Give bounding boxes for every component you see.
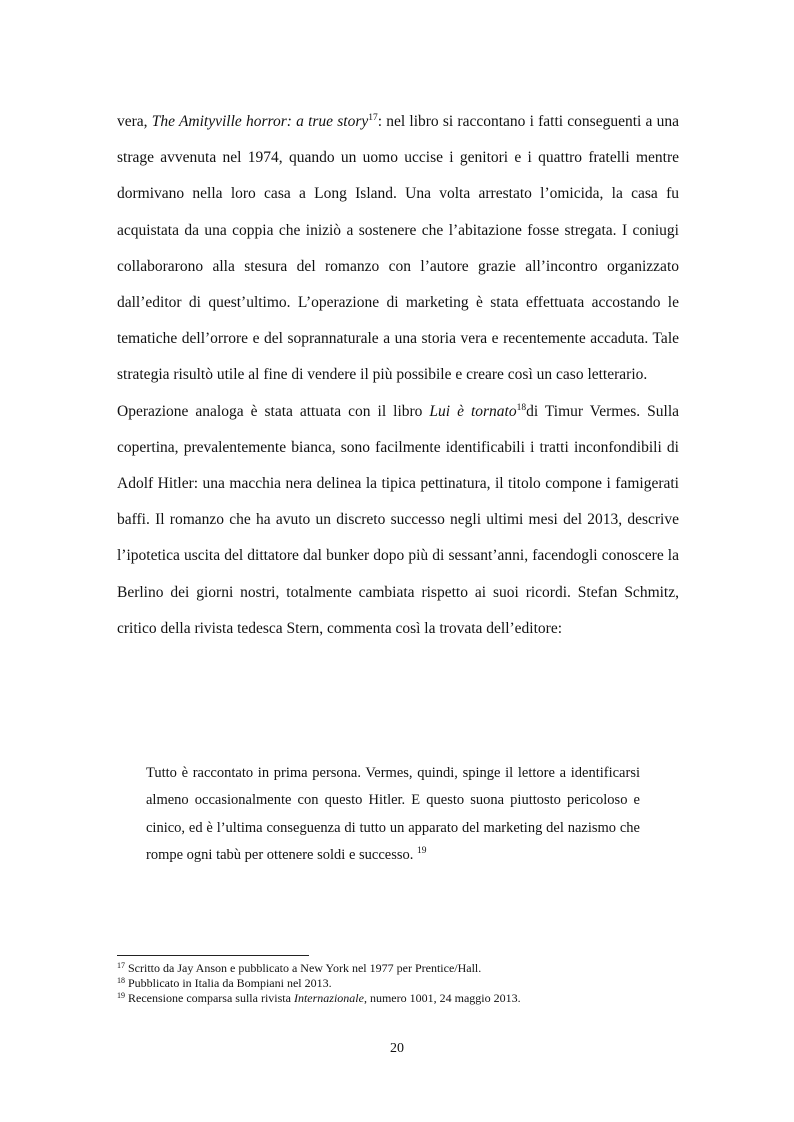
book-title-lui-e-tornato: Lui è tornato [429,402,517,420]
footnote-ref-17[interactable]: 17 [368,113,378,123]
footnotes [117,961,679,1006]
footnote-18 [117,976,679,991]
quote-text: Tutto è raccontato in prima persona. Vermes, quindi, spinge il lettore a identificarsi almeno occasionalmente con questo Hitler. E questo suona piuttosto pericoloso e cinico, ed è l’ultima conseguenza di tutto un apparato del marketing del nazismo che rompe ogni tabù per ottenere soldi e successo. [146,765,640,863]
footnote-text: , numero 1001, 24 maggio 2013. [363,991,521,1005]
footnote-17 [117,961,679,976]
footnote-text: Scritto da Jay Anson e pubblicato a New York nel 1977 per Prentice/Hall. [125,961,482,975]
paragraph-amityville [117,104,679,394]
footnote-divider [117,955,309,956]
footnote-number: 17 [117,961,125,970]
paragraph-lui-e-tornato [117,394,679,647]
block-quote [146,760,640,869]
magazine-title: Internazionale [293,991,364,1005]
text-span: vera, [117,113,152,130]
book-title-amityville: The Amityville horror: a true story [151,113,369,130]
footnote-number: 18 [117,976,125,985]
footnote-number: 19 [117,991,125,1000]
footnote-19 [117,991,679,1006]
text-span: Operazione analoga è stata attuata con il libro [117,402,430,420]
footnote-text: Pubblicato in Italia da Bompiani nel 2013. [125,976,332,990]
body-text [117,104,679,647]
text-span: : nel libro si raccontano i fatti conseguenti a una strage avvenuta nel 1974, quando un uomo uccise i genitori e i quattro fratelli mentre dormivano nella loro casa a Long Island. Una volta arrestato l’omicida, la casa fu acquistata da una coppia che iniziò a sostenere che l’abitazione fosse stregata. I coniugi collaborarono alla stesura del romanzo con l’autore grazie all’incontro organizzato dall’editor di quest’ultimo. L’operazione di marketing è stata effettuata accostando le tematiche dell’orrore e del soprannaturale a una storia vera e recentemente accaduta. Tale strategia risultò utile al fine di vendere il più possibile e creare così un caso letterario. [117,113,680,384]
text-span: di Timur Vermes. Sulla copertina, prevalentemente bianca, sono facilmente identificabili i tratti inconfondibili di Adolf Hitler: una macchia nera delinea la tipica pettinatura, il titolo compone i famigerati baffi. Il romanzo che ha avuto un discreto successo negli ultimi mesi del 2013, descrive l’ipotetica uscita del dittatore dal bunker dopo più di sessant’anni, facendogli conoscere la Berlino dei giorni nostri, totalmente cambiata rispetto ai suoi ricordi. Stefan Schmitz, critico della rivista tedesca Stern, commenta così la trovata dell’editore: [117,402,680,637]
quote-paragraph [146,760,640,869]
footnote-ref-18[interactable]: 18 [516,402,527,413]
page-number: 20 [390,1041,404,1056]
footnote-ref-19[interactable]: 19 [417,845,427,856]
footnote-text: Recensione comparsa sulla rivista [125,991,294,1005]
